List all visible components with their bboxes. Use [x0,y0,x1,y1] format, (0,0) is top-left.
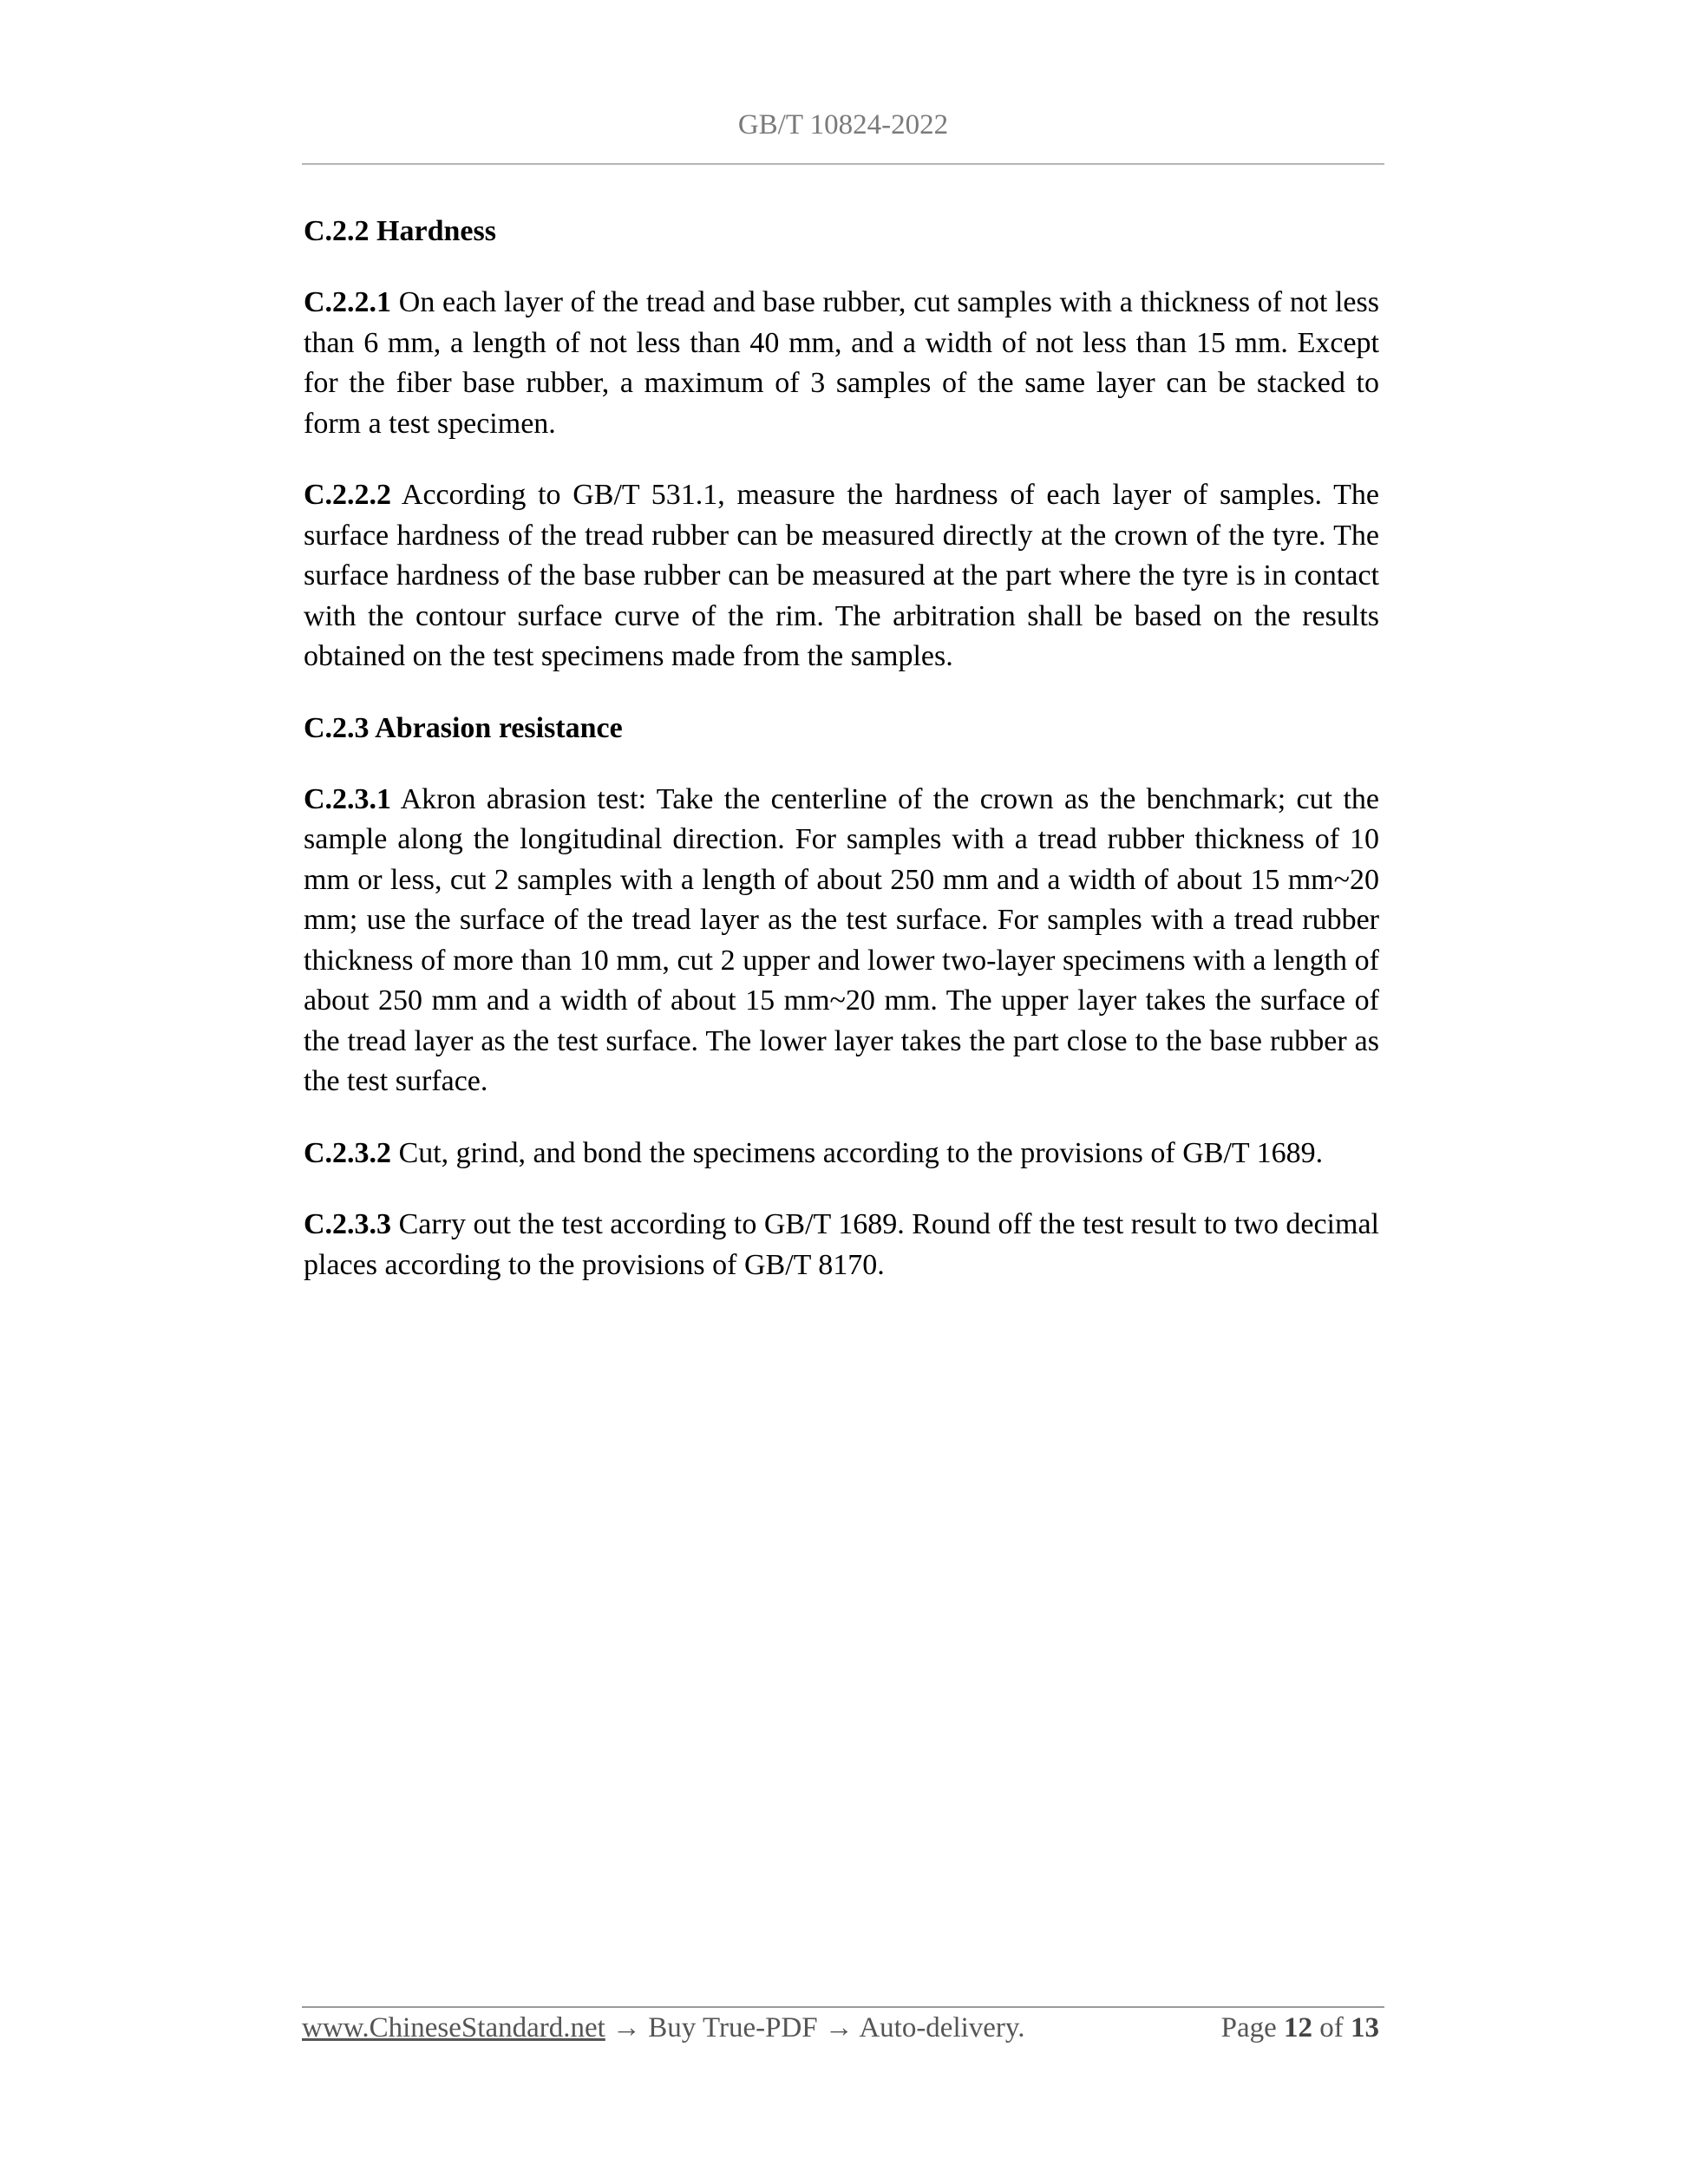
header-divider [302,163,1384,165]
clause-c2-3-3 [304,1205,1379,1285]
clause-c2-2-2 [304,475,1379,677]
footer-promo [302,2011,1025,2045]
clause-number: C.2.2.1 [304,286,392,318]
section-heading-hardness: C.2.2 Hardness [304,215,496,247]
arrow-right-icon: → [817,2012,860,2043]
clause-text: On each layer of the tread and base rubber, cut samples with a thickness of not less than 6 mm, a length of not less than 40 mm, and a width of not less than 15 mm. Except for the fiber base rubber, a maximum of 3 samples of the same layer can be stacked to form a test specimen. [304,286,1379,440]
clause-number: C.2.2.2 [304,479,392,511]
clause-c2-3-1 [304,780,1379,1102]
page-current: 12 [1284,2012,1312,2043]
site-link[interactable]: www.ChineseStandard.net [302,2012,605,2043]
clause-number: C.2.3.3 [304,1208,392,1240]
clause-text: Akron abrasion test: Take the centerline of the crown as the benchmark; cut the sample along the longitudinal direction. For samples with a tread rubber thickness of 10 mm or less, cut 2 samples with a length of about 250 mm and a width of about 15 mm~20 mm; use the surface of the tread layer as the test surface. For samples with a tread rubber thickness of more than 10 mm, cut 2 upper and lower two-layer specimens with a length of about 250 mm and a width of about 15 mm~20 mm. The upper layer takes the surface of the tread layer as the test surface. The lower layer takes the part close to the base rubber as the test surface. [304,782,1379,1097]
document-body [304,212,1379,1317]
clause-text: According to GB/T 531.1, measure the hardness of each layer of samples. The surface hardness of the tread rubber can be measured directly at the crown of the tyre. The surface hardness of the base rubber can be measured at the part where the tyre is in contact with the contour surface curve of the rim. The arbitration shall be based on the results obtained on the test specimens made from the samples. [304,479,1379,672]
clause-number: C.2.3.2 [304,1136,392,1169]
buy-pdf-text: Buy True-PDF [648,2012,818,2043]
page-total: 13 [1351,2012,1379,2043]
clause-text: Carry out the test according to GB/T 1689. Round off the test result to two decimal places according to the provisions of GB/T 8170. [304,1208,1379,1281]
clause-c2-3-2 [304,1134,1379,1174]
auto-delivery-text: Auto-delivery. [859,2012,1025,2043]
page-label: Page [1220,2012,1284,2043]
of-label: of [1312,2012,1351,2043]
section-heading-abrasion-resistance: C.2.3 Abrasion resistance [304,711,623,744]
footer-divider [302,2006,1384,2008]
arrow-right-icon: → [605,2012,649,2043]
document-header: GB/T 10824-2022 [737,109,949,141]
clause-c2-2-1 [304,283,1379,444]
clause-number: C.2.3.1 [304,782,392,815]
clause-text: Cut, grind, and bond the specimens according to the provisions of GB/T 1689. [391,1136,1324,1169]
page-number [1221,2011,1379,2045]
